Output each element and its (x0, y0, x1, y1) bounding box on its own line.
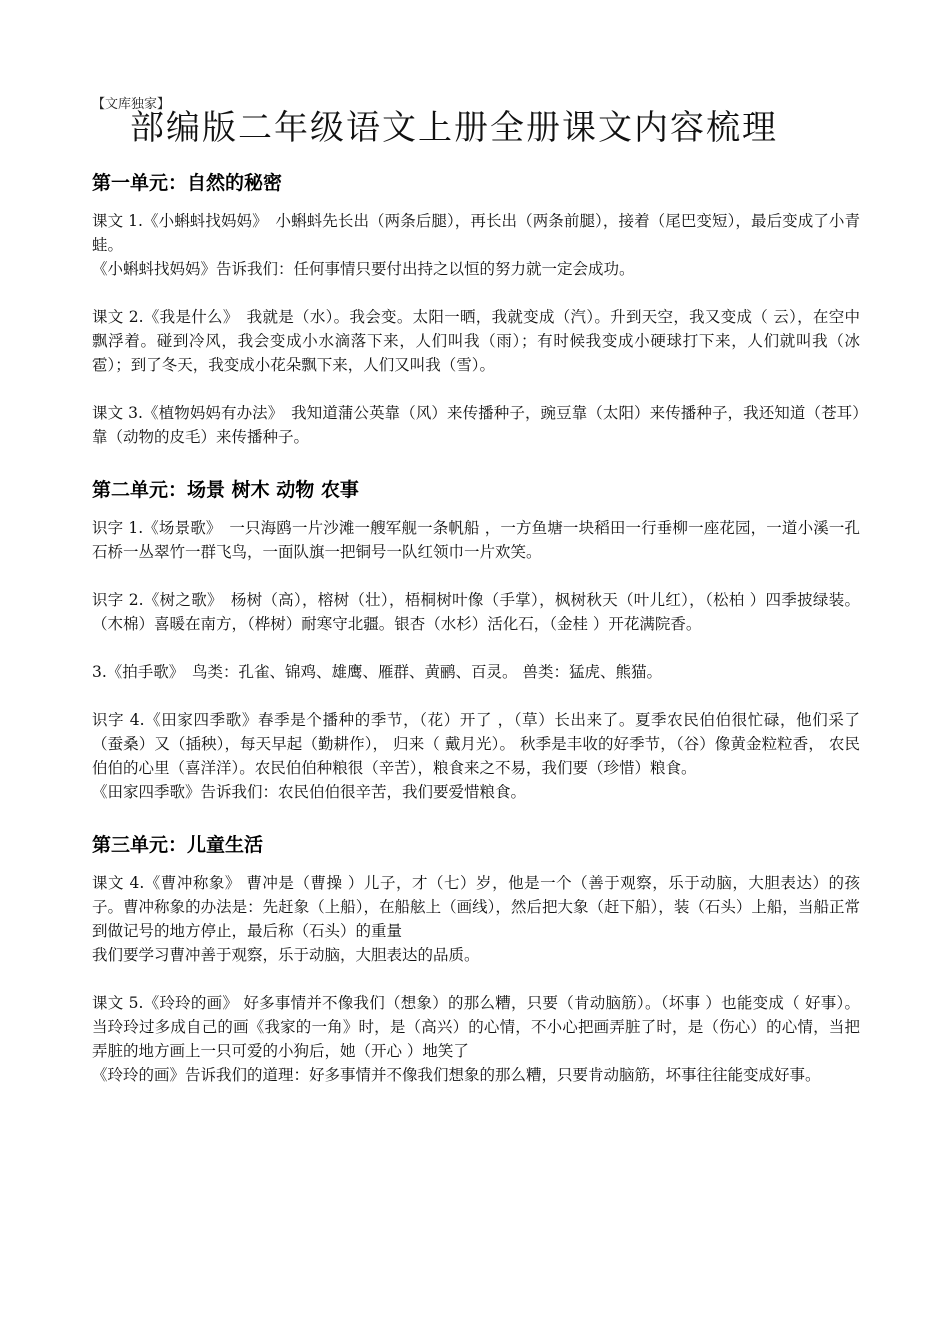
unit-heading: 第二单元：场景 树木 动物 农事 (92, 479, 359, 501)
lesson-summary: 《玲玲的画》告诉我们的道理：好多事情并不像我们想象的那么糟，只要肯动脑筋，坏事往往能变成好事。 (92, 1066, 821, 1084)
source-tag: 【文库独家】 (92, 97, 171, 112)
document-body (92, 168, 860, 1087)
lesson-paragraph: 识字 1.《场景歌》 一只海鸥一片沙滩一艘军舰一条帆船 ，一方鱼塘一块稻田一行垂柳一座花园，一道小溪一孔石桥一丛翠竹一群飞鸟，一面队旗一把铜号一队红领巾一片欢笑。 (92, 519, 860, 561)
lesson-paragraph: 课文 2.《我是什么》 我就是（水）。我会变。太阳一晒，我就变成（汽）。升到天空，我又变成（ 云），在空中飘浮着。碰到冷风，我会变成小水滴落下来，人们叫我（雨）；有时候我变成小硬球打下来，人们就叫我（冰雹）；到了冬天，我变成小花朵飘下来，人们又叫我（雪）。 (92, 308, 860, 374)
lesson-paragraph: 识字 2.《树之歌》 杨树（高），榕树（壮），梧桐树叶像（手掌），枫树秋天（叶儿红），（松柏 ）四季披绿装。 （木棉）喜暖在南方，（桦树）耐寒守北疆。银杏（水杉）活化石，（金桂 ）开花满院香。 (92, 591, 860, 633)
lesson-summary: 《田家四季歌》告诉我们：农民伯伯很辛苦，我们要爱惜粮食。 (92, 783, 527, 801)
lesson-paragraph: 课文 4.《曹冲称象》 曹冲是（曹操 ）儿子，才（七）岁，他是一个（善于观察，乐于动脑，大胆表达）的孩子。曹冲称象的办法是：先赶象（上船），在船舷上（画线），然后把大象（赶下船），装（石头）上船，当船正常到做记号的地方停止，最后称（石头）的重量 (92, 874, 860, 940)
lesson-paragraph: 课文 5.《玲玲的画》 好多事情并不像我们（想象）的那么糟，只要（肯动脑筋）。（坏事 ）也能变成（ 好事）。当玲玲过多成自己的画《我家的一角》时，是（高兴）的心情，不小心把画弄脏了时，是（伤心）的心情，当把弄脏的地方画上一只可爱的小狗后，她（开心 ）地笑了 (92, 994, 860, 1060)
unit-section (92, 830, 860, 1087)
lesson-summary: 《小蝌蚪找妈妈》告诉我们：任何事情只要付出持之以恒的努力就一定会成功。 (92, 260, 635, 278)
lesson-paragraph: 课文 3.《植物妈妈有办法》 我知道蒲公英靠（风）来传播种子，豌豆靠（太阳）来传播种子，我还知道（苍耳）靠（动物的皮毛）来传播种子。 (92, 404, 860, 446)
document-title: 部编版二年级语文上册全册课文内容梳理 (130, 108, 778, 148)
lesson-paragraph: 识字 4.《田家四季歌》春季是个播种的季节，（花）开了 ，（草）长出来了。夏季农民伯伯很忙碌，他们采了（蚕桑）又（插秧），每天早起（勤耕作）， 归来（ 戴月光）。 秋季是丰收的好季节，（谷）像黄金粒粒香， 农民伯伯的心里（喜洋洋）。农民伯伯种粮很（辛苦），粮食来之不易，我们要（珍惜）粮食。 (92, 711, 860, 777)
unit-heading: 第一单元：自然的秘密 (92, 172, 283, 194)
lesson-summary: 我们要学习曹冲善于观察，乐于动脑，大胆表达的品质。 (92, 946, 480, 964)
lesson-paragraph: 3.《拍手歌》 鸟类：孔雀、锦鸡、雄鹰、雁群、黄鹂、百灵。 兽类：猛虎、熊猫。 (92, 663, 662, 681)
unit-heading: 第三单元：儿童生活 (92, 834, 264, 856)
unit-section (92, 168, 860, 449)
lesson-paragraph: 课文 1.《小蝌蚪找妈妈》 小蝌蚪先长出（两条后腿），再长出（两条前腿），接着（尾巴变短），最后变成了小青蛙。 (92, 212, 860, 254)
unit-section (92, 475, 860, 804)
